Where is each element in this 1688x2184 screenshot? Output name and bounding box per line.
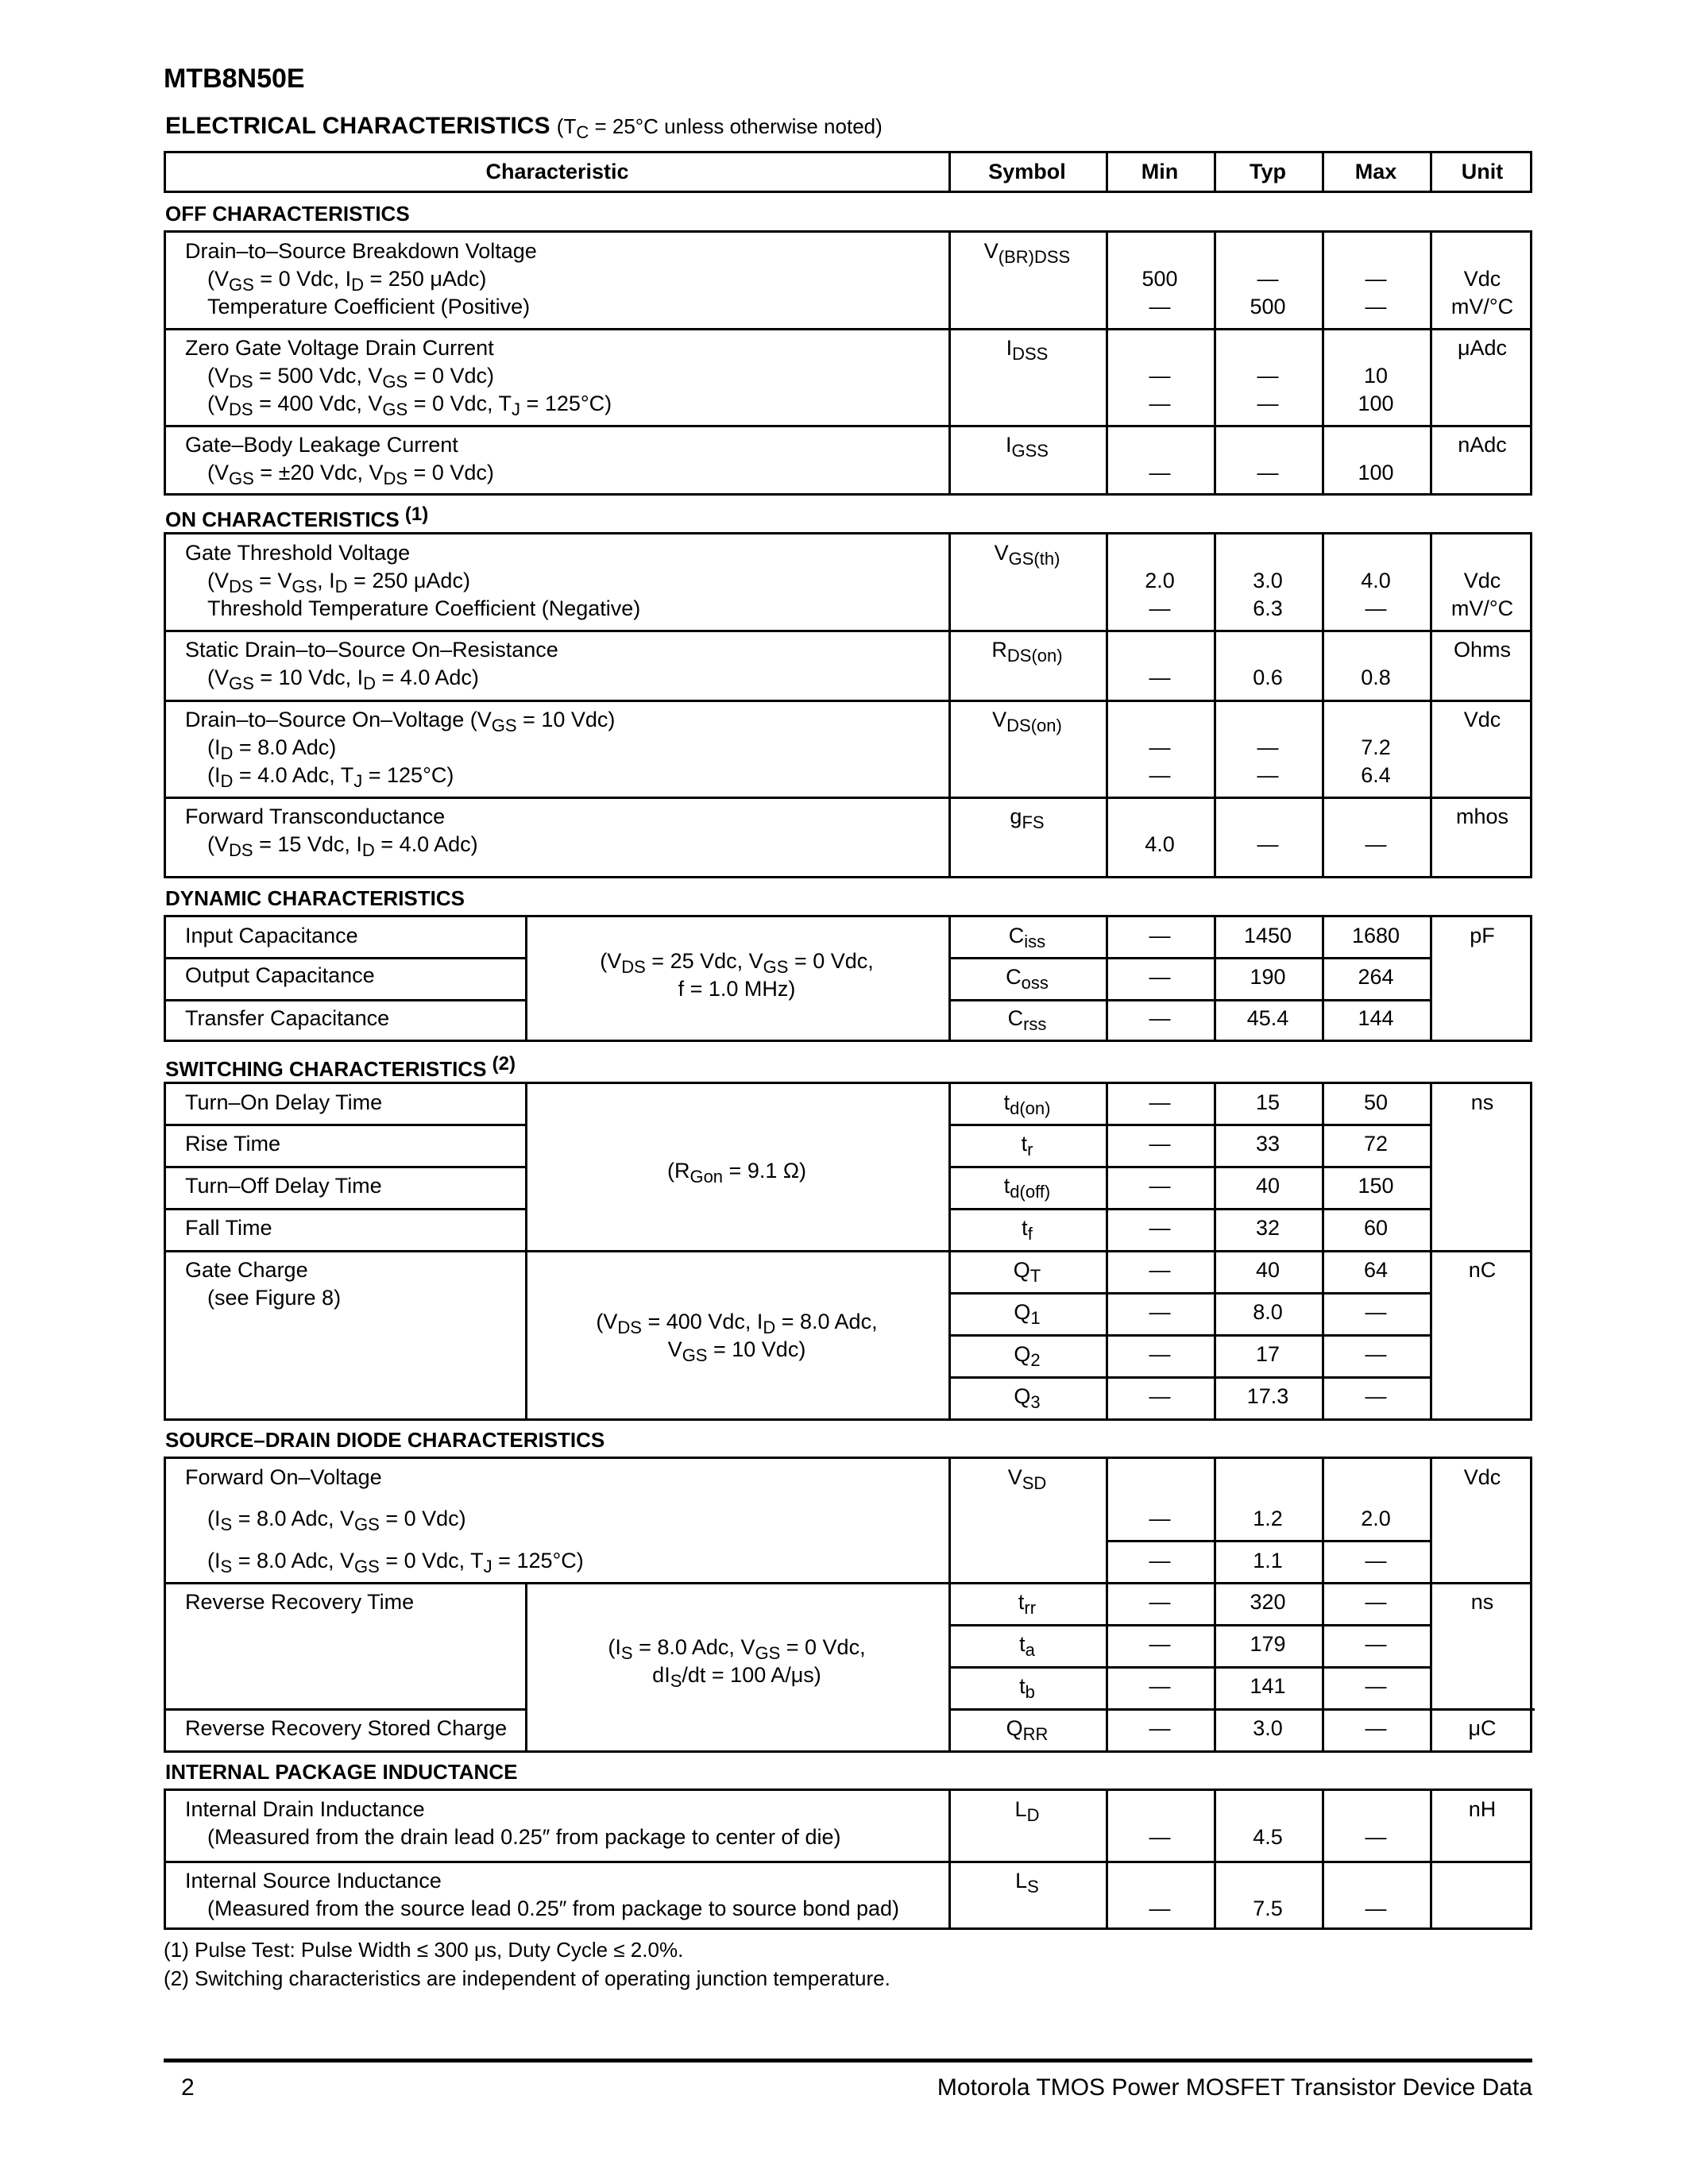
- section-dynamic-characteristics: DYNAMIC CHARACTERISTICS: [165, 886, 465, 910]
- ld-max: —: [1365, 1825, 1387, 1849]
- bv-tc-typ: 500: [1250, 295, 1286, 318]
- vth-tc-max: —: [1365, 596, 1387, 620]
- td-off-max: 150: [1358, 1174, 1394, 1198]
- col-min: Min: [1141, 160, 1179, 183]
- vsd-typ-2: 1.1: [1253, 1549, 1283, 1572]
- rds-unit: Ohms: [1453, 638, 1511, 662]
- td-off-symbol: $t_{d(off)}$: [1003, 1174, 1051, 1202]
- q3-max: —: [1365, 1384, 1387, 1408]
- q2-symbol: $Q_2$: [1014, 1342, 1041, 1370]
- ld-min: —: [1149, 1825, 1171, 1849]
- td-off-min: —: [1149, 1174, 1171, 1198]
- page-number: 2: [181, 2074, 195, 2101]
- ls-symbol: $L_S$: [1015, 1869, 1039, 1897]
- ls-max: —: [1365, 1897, 1387, 1920]
- bv-name: Drain–to–Source Breakdown Voltage: [185, 239, 537, 263]
- section-internal-inductance: INTERNAL PACKAGE INDUCTANCE: [165, 1760, 518, 1784]
- bv-tc-min: —: [1149, 295, 1171, 318]
- trr-min: —: [1149, 1590, 1171, 1614]
- crss-name: Transfer Capacitance: [185, 1006, 390, 1030]
- vth-temp-coefficient: Threshold Temperature Coefficient (Negative): [207, 596, 641, 620]
- q2-min: —: [1149, 1342, 1171, 1366]
- ld-symbol: $L_D$: [1014, 1797, 1040, 1825]
- vds-condition-1: ($I_D = 8.0$ Adc): [207, 735, 337, 763]
- vsd-max-1: 2.0: [1361, 1507, 1391, 1530]
- qrr-typ: 3.0: [1253, 1716, 1283, 1740]
- igss-condition: ($V_{GS} = \pm 20$ Vdc, $V_{DS} = 0$ Vdc): [207, 461, 494, 488]
- vth-typ: 3.0: [1253, 569, 1283, 592]
- td-on-min: —: [1149, 1090, 1171, 1114]
- vds-max-2: 6.4: [1361, 763, 1391, 787]
- trr-typ: 320: [1250, 1590, 1286, 1614]
- q2-typ: 17: [1255, 1342, 1280, 1366]
- gfs-name: Forward Transconductance: [185, 805, 446, 828]
- idss-symbol: $I_{DSS}$: [1006, 336, 1049, 364]
- ta-typ: 179: [1250, 1632, 1286, 1656]
- tr-symbol: $t_r$: [1021, 1132, 1033, 1160]
- ta-min: —: [1149, 1632, 1171, 1656]
- vsd-condition-2: ($I_S = 8.0$ Adc, $V_{GS} = 0$ Vdc, $T_J = 125^\circ C$): [207, 1549, 584, 1576]
- trr-max: —: [1365, 1590, 1387, 1614]
- section-diode-characteristics: SOURCE–DRAIN DIODE CHARACTERISTICS: [165, 1428, 605, 1452]
- trr-symbol: $t_{rr}$: [1018, 1590, 1037, 1618]
- td-off-name: Turn–Off Delay Time: [185, 1174, 382, 1198]
- rds-typ: 0.6: [1253, 666, 1283, 689]
- gfs-max: —: [1365, 832, 1387, 856]
- col-unit: Unit: [1461, 160, 1504, 183]
- internal-inductance-table: [164, 1788, 1532, 1930]
- qrr-symbol: $Q_{RR}$: [1006, 1716, 1049, 1744]
- rds-max: 0.8: [1361, 666, 1391, 689]
- gfs-condition: ($V_{DS} = 15$ Vdc, $I_D = 4.0$ Adc): [207, 832, 478, 860]
- vds-min-2: —: [1149, 763, 1171, 787]
- coss-min: —: [1149, 965, 1171, 989]
- vth-condition: ($V_{DS} = V_{GS}$, $I_D = 250$ μAdc): [207, 569, 470, 596]
- on-characteristics-table: [164, 532, 1532, 878]
- vsd-unit: Vdc: [1463, 1465, 1501, 1489]
- vsd-symbol: $V_{SD}$: [1007, 1465, 1047, 1493]
- vth-symbol: $V_{GS(th)}$: [994, 541, 1060, 569]
- vds-name: Drain–to–Source On–Voltage ($V_{GS} = 10$ Vdc): [185, 708, 616, 735]
- table-title: [165, 113, 883, 140]
- switching-condition: ($R_{Gon} = 9.1$ Ω): [666, 1159, 807, 1187]
- section-switching-characteristics: SWITCHING CHARACTERISTICS $^{(2)}$: [165, 1053, 516, 1081]
- qt-typ: 40: [1255, 1258, 1280, 1282]
- vth-max: 4.0: [1361, 569, 1391, 592]
- crss-symbol: $C_{rss}$: [1007, 1006, 1047, 1034]
- coss-name: Output Capacitance: [185, 963, 375, 987]
- vth-min: 2.0: [1145, 569, 1175, 592]
- bv-condition: ($V_{GS} = 0$ Vdc, $I_D = 250$ μAdc): [207, 267, 487, 295]
- gate-charge-unit: nC: [1468, 1258, 1497, 1282]
- tb-min: —: [1149, 1674, 1171, 1698]
- idss-max-1: 10: [1363, 364, 1389, 388]
- igss-unit: nAdc: [1458, 433, 1507, 457]
- tf-typ: 32: [1255, 1216, 1280, 1240]
- bv-max: —: [1365, 267, 1387, 291]
- idss-min-1: —: [1149, 364, 1171, 388]
- tr-max: 72: [1363, 1132, 1389, 1156]
- q3-min: —: [1149, 1384, 1171, 1408]
- vds-unit: Vdc: [1463, 708, 1501, 731]
- coss-symbol: $C_{oss}$: [1006, 965, 1049, 993]
- idss-min-2: —: [1149, 392, 1171, 415]
- idss-typ-1: —: [1257, 364, 1279, 388]
- rds-name: Static Drain–to–Source On–Resistance: [185, 638, 558, 662]
- gfs-unit: mhos: [1455, 805, 1509, 828]
- bv-tc-unit: mV/°C: [1450, 295, 1514, 318]
- vds-condition-2: ($I_D = 4.0$ Adc, $T_J = 125^\circ C$): [207, 763, 454, 791]
- ciss-min: —: [1149, 924, 1171, 947]
- footnote-1: (1) Pulse Test: Pulse Width ≤ 300 μs, Duty Cycle ≤ 2.0%.: [164, 1938, 684, 1962]
- igss-symbol: $I_{GSS}$: [1006, 433, 1049, 461]
- ciss-max: 1680: [1351, 924, 1400, 947]
- gate-charge-condition-2: $V_{GS} = 10$ Vdc): [667, 1337, 806, 1365]
- rds-min: —: [1149, 666, 1171, 689]
- footer-rule: [164, 2059, 1532, 2062]
- ls-condition: (Measured from the source lead 0.25″ from package to source bond pad): [207, 1897, 900, 1920]
- td-on-name: Turn–On Delay Time: [185, 1090, 383, 1114]
- vth-tc-unit: mV/°C: [1450, 596, 1514, 620]
- tf-max: 60: [1363, 1216, 1389, 1240]
- part-number-header: MTB8N50E: [164, 64, 305, 94]
- col-max: Max: [1354, 160, 1397, 183]
- qt-min: —: [1149, 1258, 1171, 1282]
- qt-symbol: $Q_T$: [1013, 1258, 1041, 1286]
- crss-max: 144: [1358, 1006, 1394, 1030]
- bv-tc-max: —: [1365, 295, 1387, 318]
- igss-min: —: [1149, 461, 1171, 484]
- ld-condition: (Measured from the drain lead 0.25″ from package to center of die): [207, 1825, 841, 1849]
- qrr-min: —: [1149, 1716, 1171, 1740]
- ls-typ: 7.5: [1253, 1897, 1283, 1920]
- q2-max: —: [1365, 1342, 1387, 1366]
- q1-typ: 8.0: [1253, 1300, 1283, 1324]
- title-conditions: ($T_C = 25^\circ C$ unless otherwise noted): [556, 114, 883, 142]
- bv-typ: —: [1257, 267, 1279, 291]
- trr-name: Reverse Recovery Time: [185, 1590, 415, 1614]
- ld-typ: 4.5: [1253, 1825, 1283, 1849]
- dynamic-condition-1: ($V_{DS} = 25$ Vdc, $V_{GS} = 0$ Vdc,: [600, 949, 874, 977]
- idss-unit: μAdc: [1457, 336, 1508, 360]
- td-on-symbol: $t_{d(on)}$: [1003, 1090, 1051, 1118]
- col-symbol: Symbol: [988, 160, 1066, 183]
- gate-charge-condition-1: ($V_{DS} = 400$ Vdc, $I_D = 8.0$ Adc,: [596, 1310, 878, 1337]
- td-on-max: 50: [1363, 1090, 1389, 1114]
- ld-name: Internal Drain Inductance: [185, 1797, 425, 1821]
- tf-min: —: [1149, 1216, 1171, 1240]
- q1-min: —: [1149, 1300, 1171, 1324]
- ciss-typ: 1450: [1243, 924, 1292, 947]
- trr-unit: ns: [1470, 1590, 1494, 1614]
- qrr-name: Reverse Recovery Stored Charge: [185, 1716, 508, 1740]
- off-characteristics-table: [164, 230, 1532, 496]
- section-on-characteristics: ON CHARACTERISTICS $^{(1)}$: [165, 504, 429, 531]
- ciss-symbol: $C_{iss}$: [1008, 924, 1046, 951]
- footnote-2: (2) Switching characteristics are independent of operating junction temperature.: [164, 1966, 890, 1990]
- vsd-condition-1: ($I_S = 8.0$ Adc, $V_{GS} = 0$ Vdc): [207, 1507, 466, 1534]
- switching-unit: ns: [1470, 1090, 1494, 1114]
- gfs-symbol: $g_{FS}$: [1010, 805, 1045, 832]
- vds-typ-2: —: [1257, 763, 1279, 787]
- tr-min: —: [1149, 1132, 1171, 1156]
- title-main: ELECTRICAL CHARACTERISTICS: [165, 113, 550, 139]
- trr-condition-1: ($I_S = 8.0$ Adc, $V_{GS} = 0$ Vdc,: [608, 1635, 866, 1663]
- inductance-unit: nH: [1468, 1797, 1497, 1821]
- gfs-min: 4.0: [1145, 832, 1175, 856]
- vsd-min-1: —: [1149, 1507, 1171, 1530]
- coss-max: 264: [1358, 965, 1394, 989]
- igss-typ: —: [1257, 461, 1279, 484]
- ls-min: —: [1149, 1897, 1171, 1920]
- vds-min-1: —: [1149, 735, 1171, 759]
- vsd-name: Forward On–Voltage: [185, 1465, 382, 1489]
- vth-tc-typ: 6.3: [1253, 596, 1283, 620]
- idss-typ-2: —: [1257, 392, 1279, 415]
- qrr-unit: μC: [1468, 1716, 1497, 1740]
- q3-symbol: $Q_3$: [1014, 1384, 1041, 1412]
- tb-typ: 141: [1250, 1674, 1286, 1698]
- ciss-name: Input Capacitance: [185, 924, 358, 947]
- switching-characteristics-table: [164, 1082, 1532, 1421]
- section-off-characteristics: OFF CHARACTERISTICS: [165, 202, 410, 226]
- trr-condition-2: $dI_S/dt = 100$ A/μs): [652, 1663, 821, 1691]
- vth-unit: Vdc: [1463, 569, 1501, 592]
- rds-symbol: $R_{DS(on)}$: [991, 638, 1063, 666]
- igss-name: Gate–Body Leakage Current: [185, 433, 458, 457]
- vsd-min-2: —: [1149, 1549, 1171, 1572]
- vds-typ-1: —: [1257, 735, 1279, 759]
- idss-condition-1: ($V_{DS} = 500$ Vdc, $V_{GS} = 0$ Vdc): [207, 364, 495, 392]
- vth-name: Gate Threshold Voltage: [185, 541, 411, 565]
- crss-typ: 45.4: [1246, 1006, 1289, 1030]
- bv-symbol: $V_{(BR)DSS}$: [983, 239, 1071, 267]
- idss-condition-2: ($V_{DS} = 400$ Vdc, $V_{GS} = 0$ Vdc, $T_J = 125^\circ C$): [207, 392, 612, 419]
- tb-symbol: $t_b$: [1019, 1674, 1035, 1702]
- gate-charge-figure-ref: (see Figure 8): [207, 1286, 342, 1310]
- vsd-typ-1: 1.2: [1253, 1507, 1283, 1530]
- vsd-max-2: —: [1365, 1549, 1387, 1572]
- bv-temp-coefficient: Temperature Coefficient (Positive): [207, 295, 531, 318]
- footer-publication: Motorola TMOS Power MOSFET Transistor Device Data: [937, 2074, 1532, 2101]
- tb-max: —: [1365, 1674, 1387, 1698]
- col-typ: Typ: [1250, 160, 1286, 183]
- qt-max: 64: [1363, 1258, 1389, 1282]
- gate-charge-name: Gate Charge: [185, 1258, 308, 1282]
- q3-typ: 17.3: [1246, 1384, 1289, 1408]
- qrr-max: —: [1365, 1716, 1387, 1740]
- crss-min: —: [1149, 1006, 1171, 1030]
- bv-unit: Vdc: [1463, 267, 1501, 291]
- ls-name: Internal Source Inductance: [185, 1869, 442, 1893]
- rds-condition: ($V_{GS} = 10$ Vdc, $I_D = 4.0$ Adc): [207, 666, 479, 693]
- dynamic-condition-2: f = 1.0 MHz): [678, 977, 796, 1001]
- td-off-typ: 40: [1255, 1174, 1280, 1198]
- col-characteristic: Characteristic: [485, 160, 629, 183]
- column-header-table: [164, 151, 1532, 193]
- tf-symbol: $t_f$: [1022, 1216, 1033, 1244]
- tf-name: Fall Time: [185, 1216, 272, 1240]
- bv-min: 500: [1141, 267, 1178, 291]
- vds-symbol: $V_{DS(on)}$: [992, 708, 1062, 735]
- vds-max-1: 7.2: [1361, 735, 1391, 759]
- tr-typ: 33: [1255, 1132, 1280, 1156]
- igss-max: 100: [1358, 461, 1394, 484]
- td-on-typ: 15: [1255, 1090, 1280, 1114]
- dynamic-characteristics-table: [164, 915, 1532, 1042]
- ta-max: —: [1365, 1632, 1387, 1656]
- diode-characteristics-table: [164, 1457, 1532, 1753]
- vth-tc-min: —: [1149, 596, 1171, 620]
- ta-symbol: $t_a$: [1019, 1632, 1035, 1660]
- idss-name: Zero Gate Voltage Drain Current: [185, 336, 494, 360]
- dynamic-unit: pF: [1470, 924, 1495, 947]
- coss-typ: 190: [1250, 965, 1286, 989]
- gfs-typ: —: [1257, 832, 1279, 856]
- tr-name: Rise Time: [185, 1132, 281, 1156]
- q1-symbol: $Q_1$: [1014, 1300, 1041, 1328]
- idss-max-2: 100: [1358, 392, 1394, 415]
- q1-max: —: [1365, 1300, 1387, 1324]
